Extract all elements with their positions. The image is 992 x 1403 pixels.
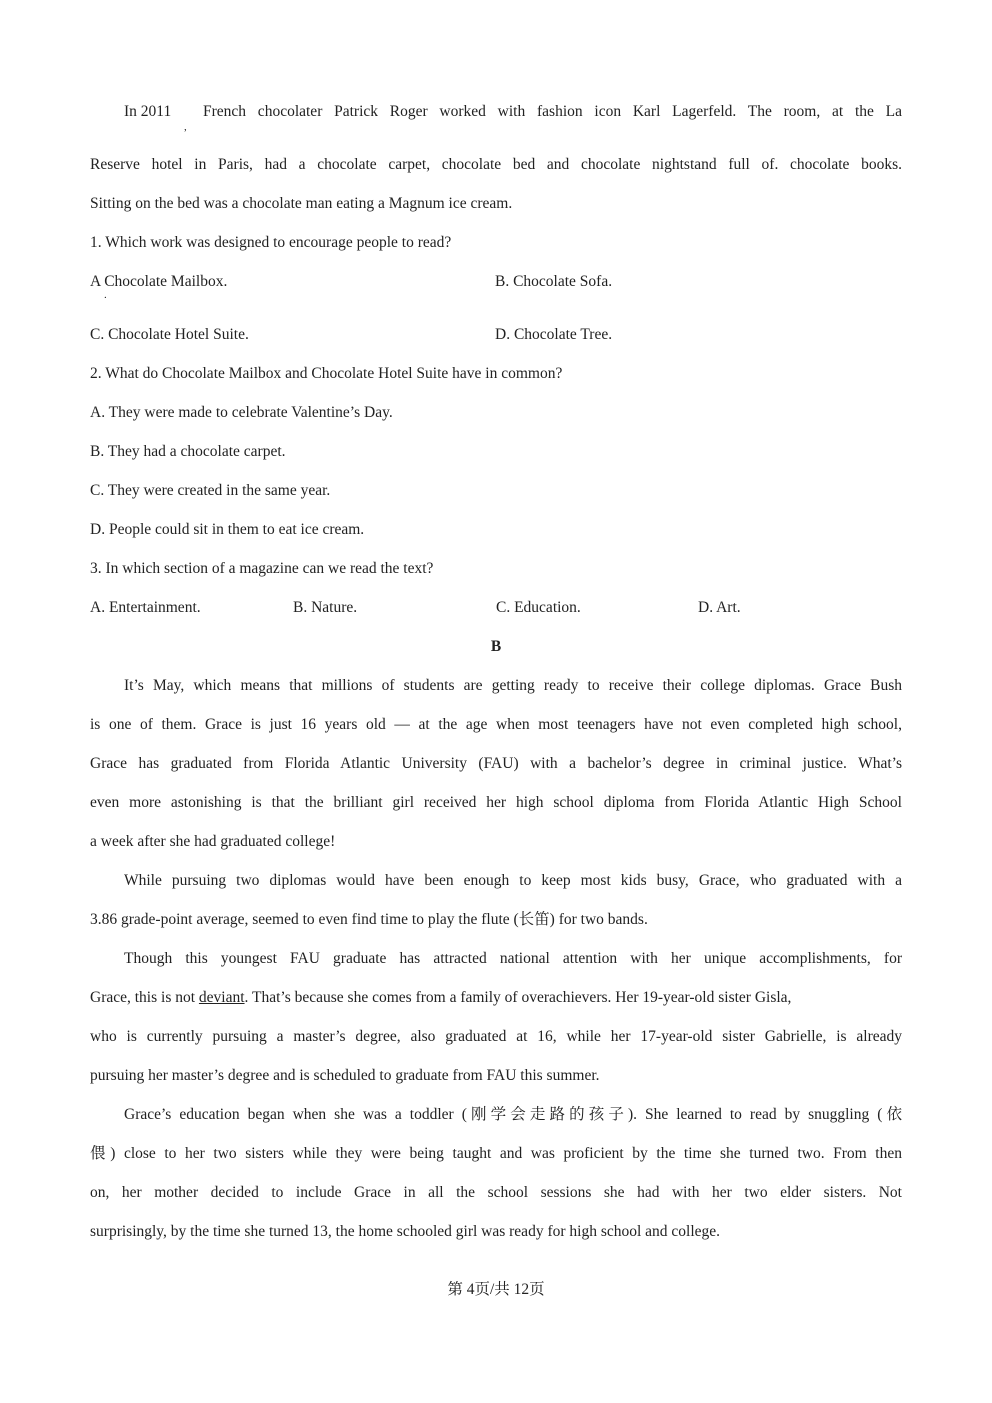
stray-dot: . bbox=[104, 289, 107, 301]
passage-b-line-14: on, her mother decided to include Grace in all the school sessions she had with her two elder sisters. Not bbox=[90, 1184, 902, 1201]
passage-b-line-12: Grace’s education began when she was a toddler (刚学会走路的孩子). She learned to read by snuggling (依 bbox=[124, 1106, 902, 1123]
passage-a-line-2: Reserve hotel in Paris, had a chocolate carpet, chocolate bed and chocolate nightstand full of. chocolate books. bbox=[90, 156, 902, 173]
question-1-option-a[interactable]: A Chocolate Mailbox. bbox=[90, 273, 228, 290]
passage-b-line-15: surprisingly, by the time she turned 13, the home schooled girl was ready for high school and college. bbox=[90, 1223, 721, 1240]
passage-b-line-2: is one of them. Grace is just 16 years old — at the age when most teenagers have not even completed high school, bbox=[90, 716, 902, 733]
question-2-option-d[interactable]: D. People could sit in them to eat ice cream. bbox=[90, 521, 365, 538]
passage-b-line-7: 3.86 grade-point average, seemed to even find time to play the flute (长笛) for two bands. bbox=[90, 911, 648, 928]
passage-b-line-8: Though this youngest FAU graduate has attracted national attention with her unique accomplishments, for bbox=[124, 950, 902, 967]
page-number: 第 4页/共 12页 bbox=[447, 1281, 545, 1298]
question-3-stem: 3. In which section of a magazine can we read the text? bbox=[90, 560, 434, 577]
question-2-option-b[interactable]: B. They had a chocolate carpet. bbox=[90, 443, 286, 460]
passage-b-line-6: While pursuing two diplomas would have been enough to keep most kids busy, Grace, who graduated with a bbox=[124, 872, 902, 889]
question-3-option-c[interactable]: C. Education. bbox=[496, 599, 581, 616]
passage-b-line-10: who is currently pursuing a master’s degree, also graduated at 16, while her 17-year-old sister Gabrielle, is already bbox=[90, 1028, 902, 1045]
passage-b-line-4: even more astonishing is that the brilliant girl received her high school diploma from Florida Atlantic High School bbox=[90, 794, 902, 811]
passage-b-line-11: pursuing her master’s degree and is scheduled to graduate from FAU this summer. bbox=[90, 1067, 600, 1084]
stray-comma: , bbox=[184, 121, 187, 133]
question-2-option-c[interactable]: C. They were created in the same year. bbox=[90, 482, 331, 499]
passage-a-line-1-rest: French chocolater Patrick Roger worked with fashion icon Karl Lagerfeld. The room, at the La bbox=[203, 103, 902, 120]
passage-a-year: In 2011 bbox=[124, 103, 172, 120]
passage-b-line-13: 偎) close to her two sisters while they were being taught and was proficient by the time she turned two. From then bbox=[90, 1145, 902, 1162]
passage-b-line-9 bbox=[90, 988, 902, 1008]
question-1-stem: 1. Which work was designed to encourage people to read? bbox=[90, 234, 452, 251]
question-3-option-b[interactable]: B. Nature. bbox=[293, 599, 358, 616]
question-1-option-b[interactable]: B. Chocolate Sofa. bbox=[495, 273, 613, 290]
passage-b-line-9-end: . That’s because she comes from a family of overachievers. Her 19-year-old sister Gisla, bbox=[244, 989, 792, 1006]
question-1-option-c[interactable]: C. Chocolate Hotel Suite. bbox=[90, 326, 249, 343]
passage-b-line-1: It’s May, which means that millions of students are getting ready to receive their college diplomas. Grace Bush bbox=[124, 677, 902, 694]
question-2-stem: 2. What do Chocolate Mailbox and Chocolate Hotel Suite have in common? bbox=[90, 365, 563, 382]
passage-b-line-9-start: Grace, this is not bbox=[90, 989, 196, 1006]
passage-b-line-5: a week after she had graduated college! bbox=[90, 833, 336, 850]
passage-a-line-3: Sitting on the bed was a chocolate man eating a Magnum ice cream. bbox=[90, 195, 513, 212]
passage-b-line-3: Grace has graduated from Florida Atlantic University (FAU) with a bachelor’s degree in criminal justice. What’s bbox=[90, 755, 902, 772]
section-b-heading: B bbox=[490, 638, 502, 655]
question-3-option-d[interactable]: D. Art. bbox=[698, 599, 741, 616]
underlined-word-deviant: deviant bbox=[198, 989, 245, 1006]
question-2-option-a[interactable]: A. They were made to celebrate Valentine’s Day. bbox=[90, 404, 393, 421]
question-3-option-a[interactable]: A. Entertainment. bbox=[90, 599, 201, 616]
question-1-option-d[interactable]: D. Chocolate Tree. bbox=[495, 326, 613, 343]
